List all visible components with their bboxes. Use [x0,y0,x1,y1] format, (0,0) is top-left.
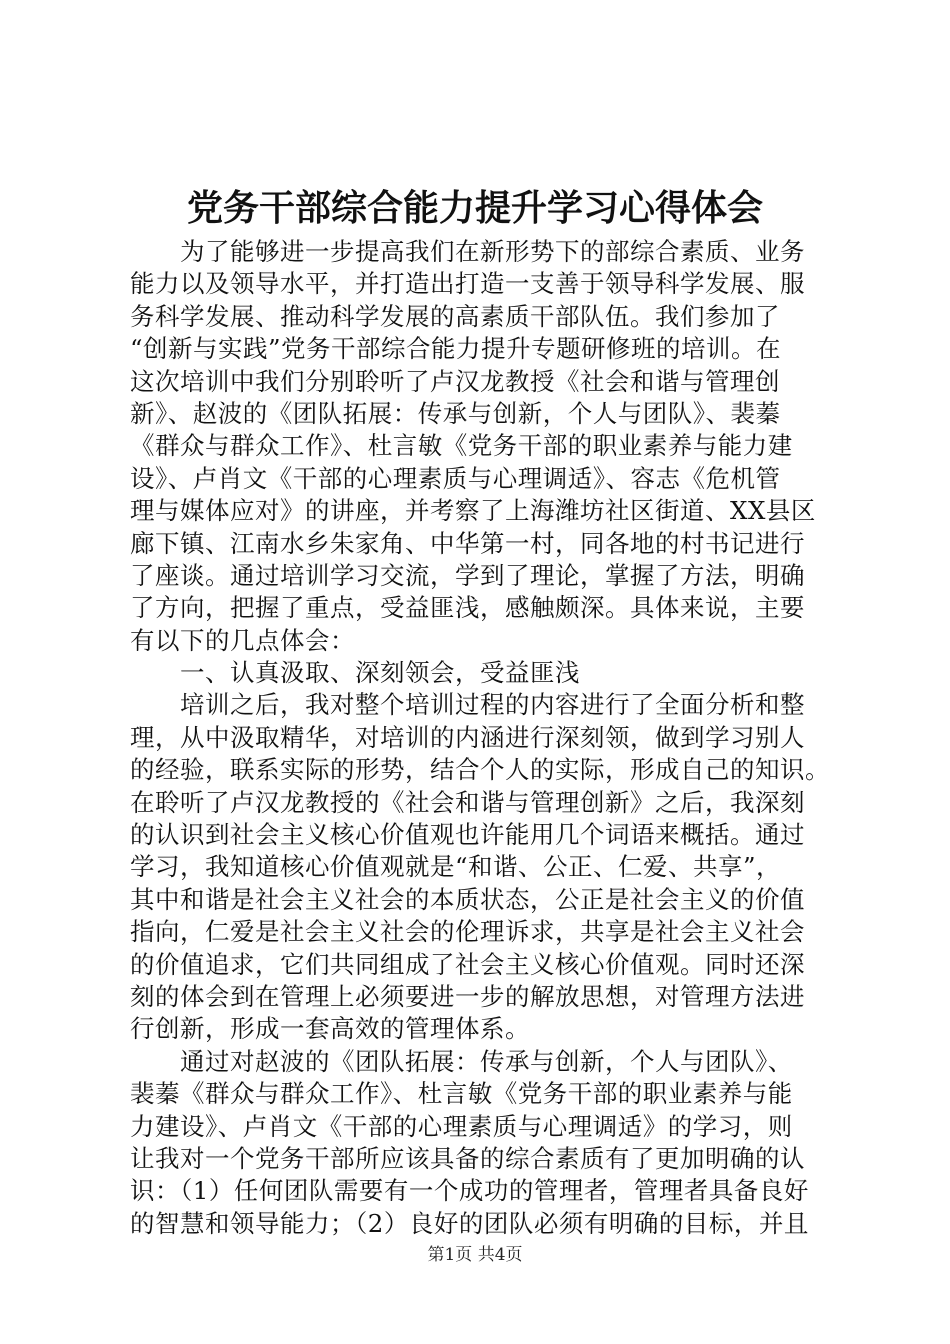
paragraph-line: 的智慧和领导能力；（2）良好的团队必须有明确的目标，并且 [130,1208,809,1238]
paragraph-line: 廊下镇、江南水乡朱家角、中华第一村，同各地的村书记进行 [130,528,805,558]
paragraph-line: 培训之后，我对整个培训过程的内容进行了全面分析和整 [180,690,805,720]
paragraph-line: 其中和谐是社会主义社会的本质状态，公正是社会主义的价值 [130,884,805,914]
paragraph-line: 了方向，把握了重点，受益匪浅，感触颇深。具体来说，主要 [130,593,805,623]
paragraph-line: 新》、赵波的《团队拓展：传承与创新，个人与团队》、裴蓁 [130,398,781,428]
paragraph-line: 为了能够进一步提高我们在新形势下的部综合素质、业务 [180,237,805,266]
paragraph-line: 的认识到社会主义核心价值观也许能用几个词语来概括。通过 [130,820,805,850]
paragraph-line: 识：（1）任何团队需要有一个成功的管理者，管理者具备良好 [130,1176,809,1206]
paragraph-line: 的价值追求，它们共同组成了社会主义核心价值观。同时还深 [130,949,805,979]
paragraph-line: 的经验，联系实际的形势，结合个人的实际，形成自己的知识。 [130,755,830,785]
paragraph-line: 理，从中汲取精华，对培训的内涵进行深刻领，做到学习别人 [130,722,805,752]
paragraph-line: 让我对一个党务干部所应该具备的综合素质有了更加明确的认 [130,1143,805,1173]
paragraph-line: 行创新，形成一套高效的管理体系。 [130,1014,530,1044]
paragraph-line: 有以下的几点体会： [130,625,355,655]
document-title: 党务干部综合能力提升学习心得体会 [186,187,763,229]
paragraph-line: 力建设》、卢肖文《干部的心理素质与心理调适》的学习，则 [130,1111,793,1141]
paragraph-line: 理与媒体应对》的讲座，并考察了上海潍坊社区街道、XX县区 [130,496,816,526]
paragraph-line: 这次培训中我们分别聆听了卢汉龙教授《社会和谐与管理创 [130,366,780,396]
paragraph-line: 刻的体会到在管理上必须要进一步的解放思想，对管理方法进 [130,981,805,1011]
paragraph-line: “创新与实践”党务干部综合能力提升专题研修班的培训。在 [130,334,782,364]
paragraph-line: 裴蓁《群众与群众工作》、杜言敏《党务干部的职业素养与能 [130,1079,793,1109]
paragraph-line: 设》、卢肖文《干部的心理素质与心理调适》、容志《危机管 [130,463,781,493]
section-heading: 一、认真汲取、深刻领会，受益匪浅 [180,658,580,688]
document-body [130,236,830,1240]
paragraph-line: 能力以及领导水平，并打造出打造一支善于领导科学发展、服 [130,269,805,299]
paragraph-line: 在聆听了卢汉龙教授的《社会和谐与管理创新》之后，我深刻 [130,787,805,817]
paragraph-line: 指向，仁爱是社会主义社会的伦理诉求，共享是社会主义社会 [130,917,805,947]
paragraph-line: 通过对赵波的《团队拓展：传承与创新，个人与团队》、 [180,1046,793,1076]
paragraph-line: 《群众与群众工作》、杜言敏《党务干部的职业素养与能力建 [130,431,793,461]
paragraph-line: 了座谈。通过培训学习交流，学到了理论，掌握了方法，明确 [130,560,805,590]
page-footer: 第1页 共4页 [427,1245,523,1265]
paragraph-line: 学习，我知道核心价值观就是“和谐、公正、仁爱、共享”， [130,852,782,882]
paragraph-line: 务科学发展、推动科学发展的高素质干部队伍。我们参加了 [130,301,780,331]
